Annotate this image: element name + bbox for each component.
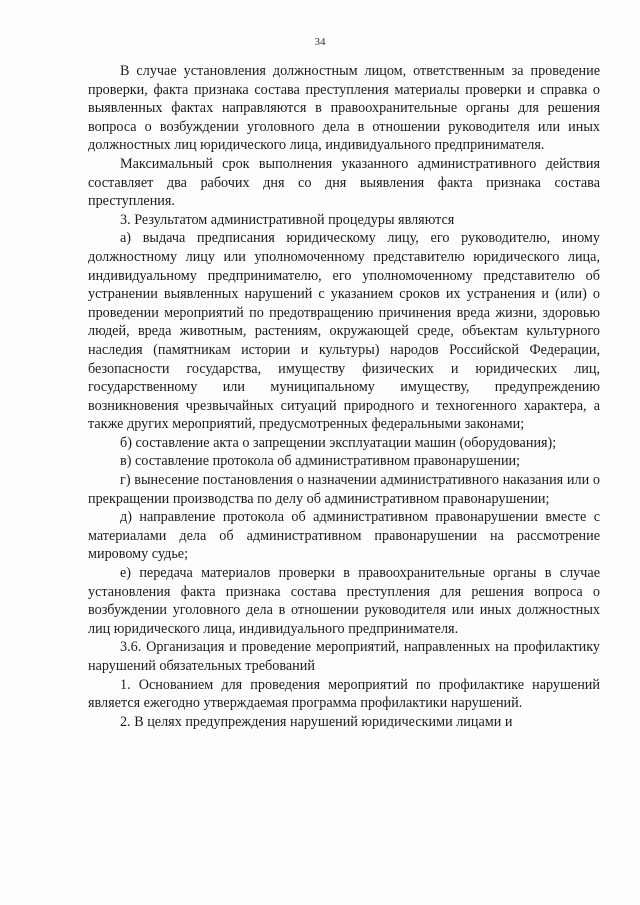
document-body [88, 62, 600, 731]
list-item-v: в) составление протокола об административном правонарушении; [120, 453, 521, 470]
paragraph-prevention-purpose: 2. В целях предупреждения нарушений юридическими лицами и [120, 713, 513, 730]
section-heading-3-6: 3.6. Организация и проведение мероприятий, направленных на профилактику нарушений обязательных требований [88, 639, 600, 674]
page-number: 34 [314, 36, 326, 48]
paragraph-crime-indication: В случае установления должностным лицом, ответственным за проведение проверки, факта признака состава преступления материалы проверки и справка о выявленных фактах направляются в правоохранительные органы для решения вопроса о возбуждении уголовного дела в отношении руководителя или иных должностных лиц юридического лица, индивидуального предпринимателя. [88, 63, 600, 154]
paragraph-prevention-basis: 1. Основанием для проведения мероприятий по профилактике нарушений является ежегодно утверждаемая программа профилактики нарушений. [88, 676, 600, 712]
list-item-g: г) вынесение постановления о назначении административного наказания или о прекращении производства по делу об административном правонарушении; [88, 472, 600, 507]
list-item-d: д) направление протокола об административном правонарушении вместе с материалами дела об административном правонарушении на рассмотрение мировому судье; [88, 509, 600, 563]
paragraph-max-duration: Максимальный срок выполнения указанного административного действия составляет два рабочих дня со дня выявления факта признака состава преступления. [88, 155, 600, 210]
paragraph-results-heading: 3. Результатом административной процедуры являются [120, 211, 455, 228]
list-item-b: б) составление акта о запрещении эксплуатации машин (оборудования); [120, 434, 557, 451]
list-item-e: е) передача материалов проверки в правоохранительные органы в случае установления факта признака состава преступления для решения вопроса о возбуждении уголовного дела в отношении руководителя или иных должностных лиц юридического лица, индивидуального предпринимателя. [88, 565, 600, 637]
list-item-a: а) выдача предписания юридическому лицу, его руководителю, иному должностному лицу или уполномоченному представителю юридического лица, индивидуальному предпринимателю, его уполномоченному представителю об устранении выявленных нарушений с указанием сроков их устранения и (или) о проведении мероприятий по предотвращению причинения вреда жизни, здоровью людей, вреда животным, растениям, окружающей среде, объектам культурного наследия (памятникам истории и культуры) народов Российской Федерации, безопасности государства, имуществу физических и юридических лиц, государственному или муниципальному имуществу, предупреждению возникновения чрезвычайных ситуаций природного и техногенного характера, а также других мероприятий, предусмотренных федеральными законами; [88, 230, 600, 433]
